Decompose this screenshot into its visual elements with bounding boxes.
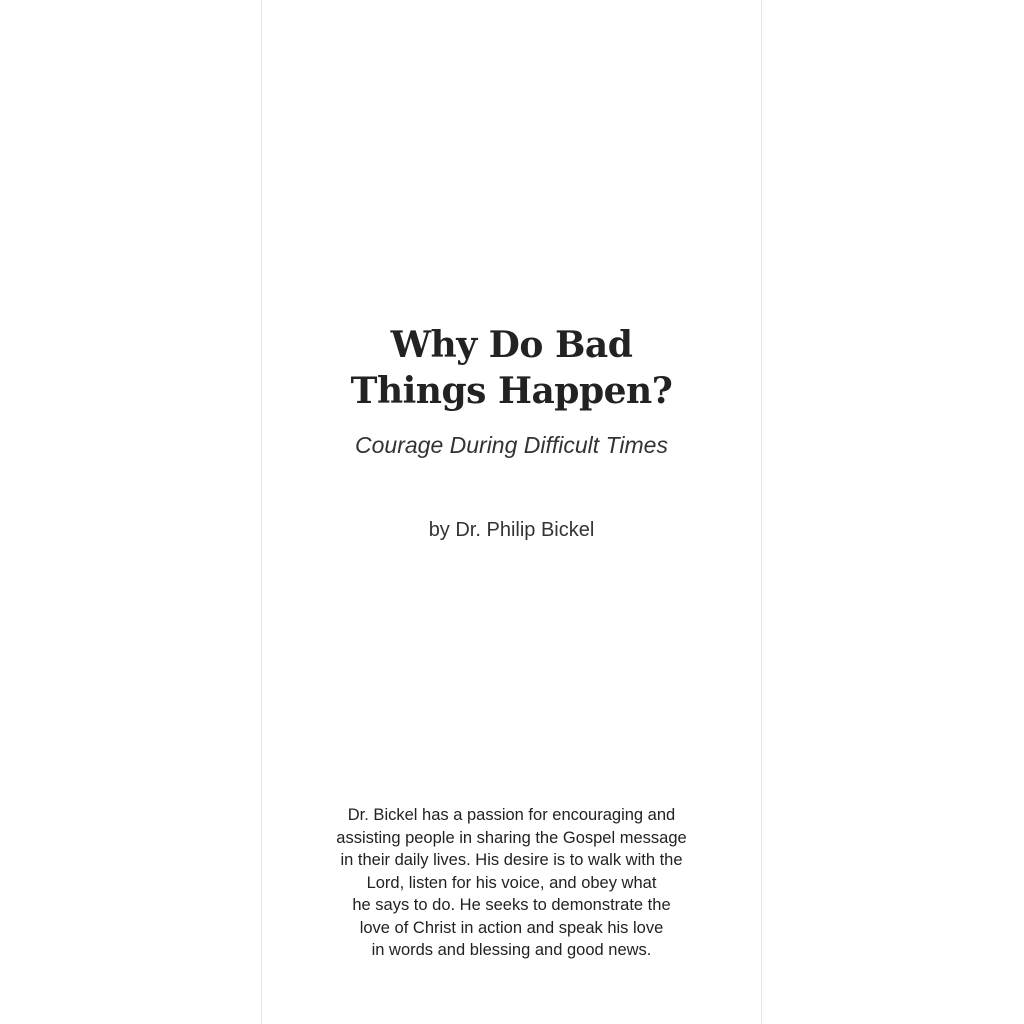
document-page [261,0,762,1024]
bio-line: assisting people in sharing the Gospel message [336,828,687,847]
author-bio [262,804,761,962]
bio-line: in their daily lives. His desire is to walk with the [340,851,683,869]
bio-line: he says to do. He seeks to demonstrate the [352,896,671,914]
page-title [262,322,761,414]
bio-line: Dr. Bickel has a passion for encouraging and [347,806,676,824]
page-subtitle: Courage During Difficult Times [355,432,668,458]
bio-line: Lord, listen for his voice, and obey what [366,873,657,892]
title-line: Things Happen? [350,370,673,412]
author-byline: by Dr. Philip Bickel [428,519,595,541]
title-line: Why Do Bad [390,324,633,366]
bio-line: love of Christ in action and speak his love [359,918,664,937]
bio-line: in words and blessing and good news. [371,941,652,959]
